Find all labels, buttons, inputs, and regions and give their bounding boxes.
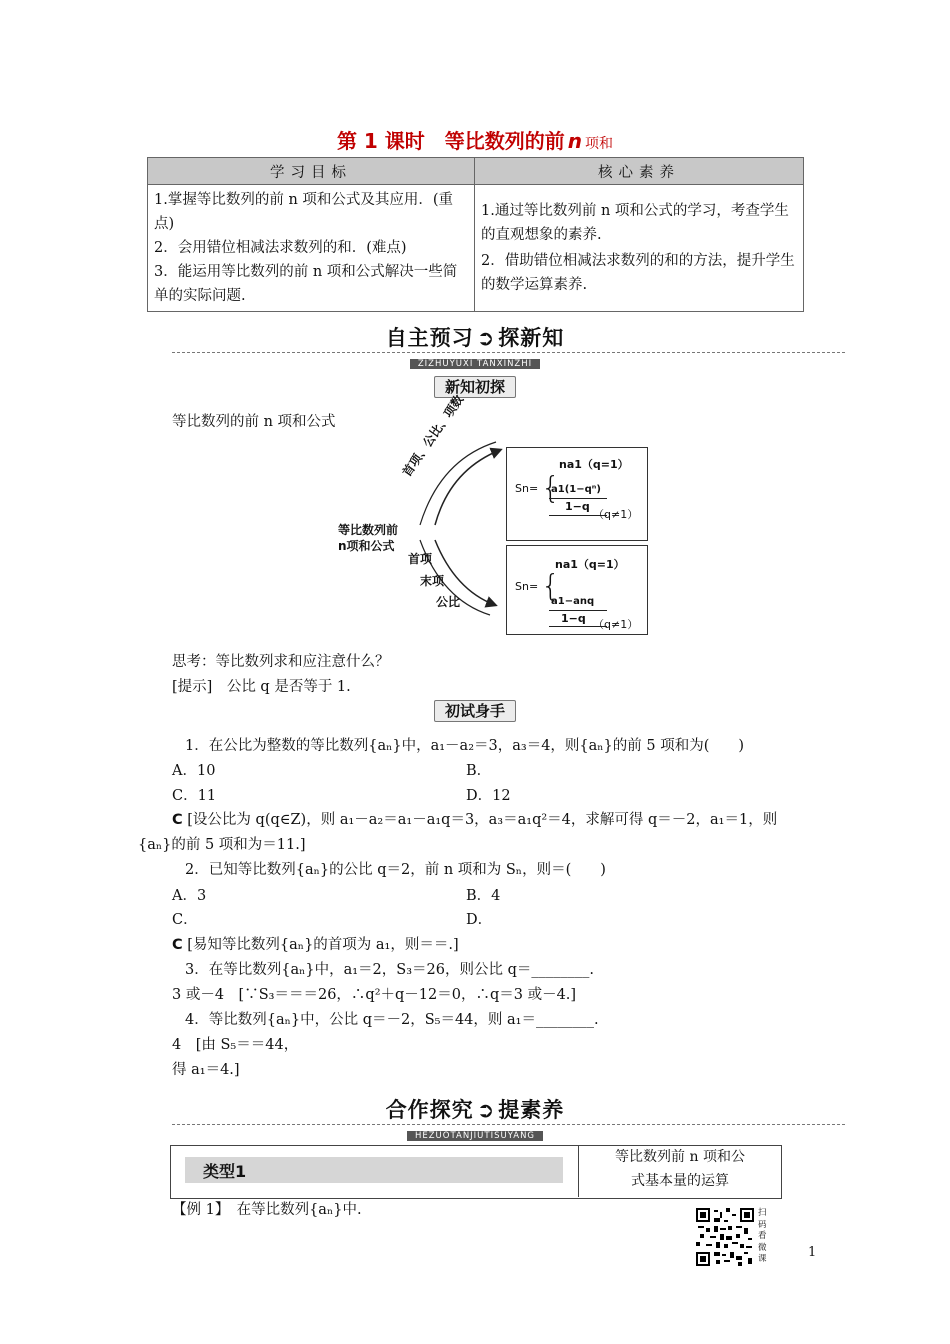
divider (172, 352, 845, 353)
think-question: 思考：等比数列求和应注意什么？ (172, 654, 390, 670)
q1-option-c: C．11 (172, 788, 217, 804)
q1-option-d: D．12 (466, 788, 511, 804)
divider (172, 1124, 845, 1125)
q3-stem: 3．在等比数列{aₙ}中，a₁＝2，S₃＝26，则公比 q＝________. (185, 962, 594, 978)
type-label-bar: 类型1 (185, 1157, 563, 1183)
qr-code-icon[interactable] (696, 1208, 754, 1266)
q2-option-a: A．3 (172, 888, 207, 904)
q2-option-b: B．4 (466, 888, 501, 904)
lower-branch-label-3: 公比 (436, 595, 461, 609)
q1-option-a: A．10 (172, 763, 216, 779)
q2-solution: C [易知等比数列{aₙ}的首项为 a₁，则＝＝.] (172, 937, 459, 953)
q4-solution: 4 [由 S₅＝＝44， (172, 1037, 299, 1053)
lower-formula-box: Sn= { na1（q=1） a1−anq 1−q （q≠1） (506, 545, 648, 635)
q4-stem: 4．等比数列{aₙ}中，公比 q＝－2，S₅＝44，则 a₁＝________. (185, 1012, 599, 1028)
q2-option-d: D． (466, 912, 493, 928)
example-1: 【例 1】 在等比数列{aₙ}中. (172, 1202, 362, 1218)
competency-cell: 1.通过等比数列前 n 项和公式的学习，考查学生的直观想象的素养. 2．借助错位相减法求数列的和的方法，提升学生的数学运算素养. (475, 185, 804, 312)
page-title: 第 1 课时 等比数列的前 n 项和 (336, 129, 614, 153)
goals-cell: 1.掌握等比数列的前 n 项和公式及其应用．(重点) 2．会用错位相减法求数列的和．(难点) 3．能运用等比数列的前 n 项和公式解决一些简单的实际问题. (148, 185, 475, 312)
q4-solution-cont: 得 a₁＝4.] (172, 1062, 240, 1078)
q3-solution: 3 或－4 [∵S₃＝＝＝26，∴q²＋q－12＝0，∴q＝3 或－4.] (172, 987, 577, 1003)
goals-header: 学习目标 (148, 158, 475, 185)
formula-heading: 等比数列的前 n 项和公式 (172, 414, 336, 430)
q1-solution: C [设公比为 q(q∈Z)，则 a₁－a₂＝a₁－a₁q＝3，a₃＝a₁q²＝4，求解可得 q＝－2，a₁＝1，则 (172, 812, 778, 828)
goals-table (147, 157, 804, 312)
q1-solution-cont: {aₙ}的前 5 项和为＝11.] (138, 837, 306, 853)
type-description: 等比数列前 n 项和公 式基本量的运算 (578, 1145, 781, 1197)
tag-practice: 初试身手 (434, 700, 516, 722)
q1-option-b: B． (466, 763, 492, 779)
upper-arrow (435, 450, 500, 525)
qr-label: 扫 码 看 微 课 (758, 1208, 767, 1264)
upper-arrow-outer (420, 442, 496, 525)
section-banner-preview: 自主预习 ➲ 探新知 ZIZHUYUXI TANXINZHI (385, 326, 565, 369)
q1-stem: 1．在公比为整数的等比数列{aₙ}中，a₁－a₂＝3，a₃＝4，则{aₙ}的前 5 项和为( ) (185, 738, 745, 754)
q2-option-c: C． (172, 912, 198, 928)
lower-branch-label-1: 首项 (408, 552, 433, 566)
page-number: 1 (808, 1245, 817, 1260)
competency-header: 核心素养 (475, 158, 804, 185)
hint-text: [提示] 公比 q 是否等于 1. (172, 679, 351, 695)
section-banner-explore: 合作探究 ➲ 提素养 HEZUOTANJIUTISUYANG (385, 1098, 565, 1141)
q2-stem: 2．已知等比数列{aₙ}的公比 q＝2，前 n 项和为 Sₙ，则＝( ) (185, 862, 606, 878)
upper-branch-label: 首项、公比、项数 (399, 392, 467, 480)
tag-new-knowledge: 新知初探 (434, 376, 516, 398)
diagram-center: 等比数列前 n项和公式 (338, 523, 399, 553)
upper-formula-box: Sn= { na1（q=1） a1(1−qⁿ) 1−q （q≠1） (506, 447, 648, 541)
lower-branch-label-2: 末项 (420, 574, 445, 588)
